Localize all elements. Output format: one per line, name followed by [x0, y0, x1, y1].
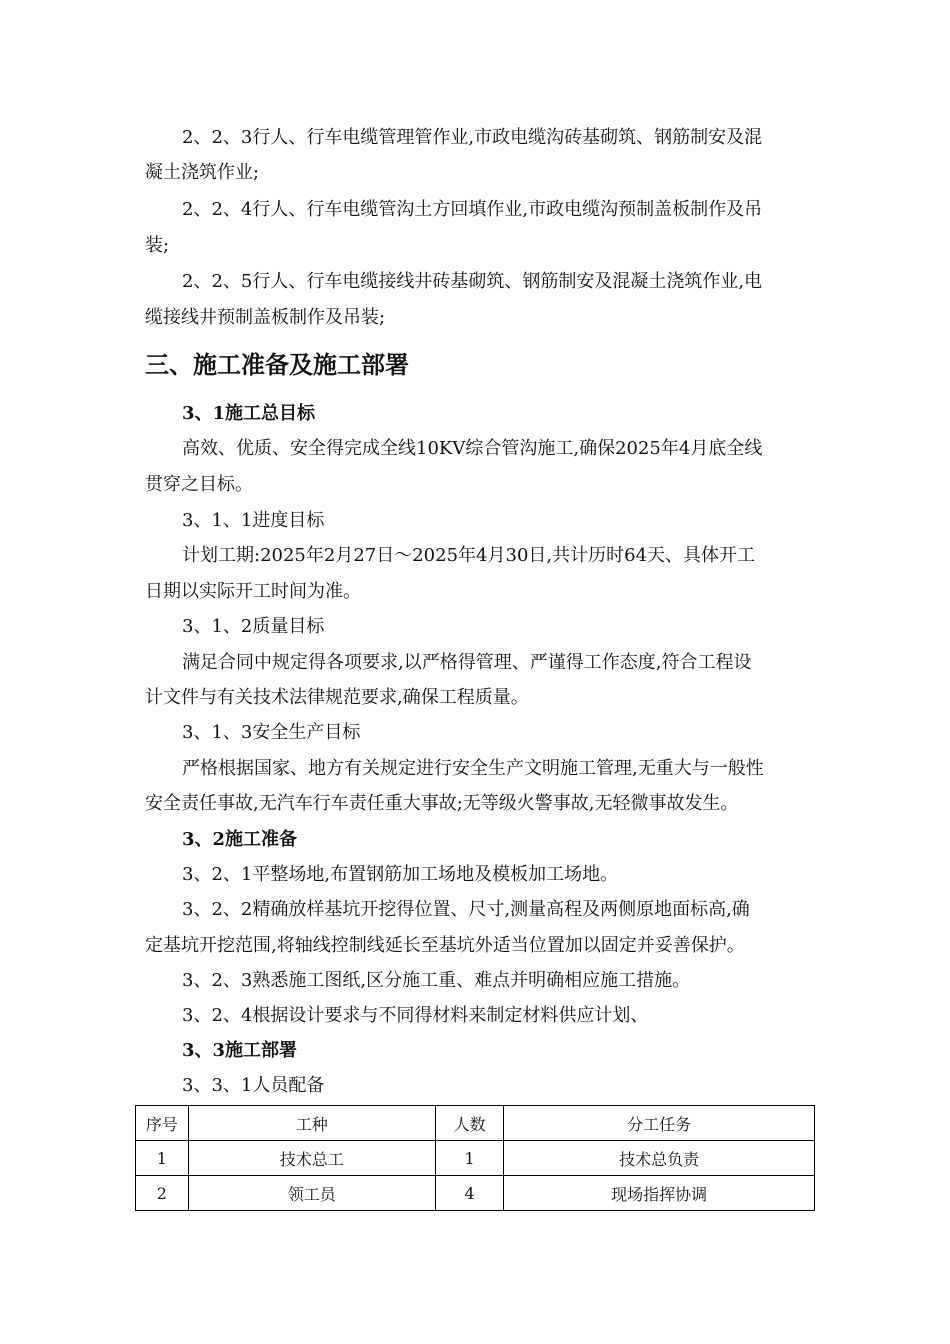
s31-body-line1: 高效、优质、安全得完成全线10KV综合管沟施工,确保2025年4月底全线 — [182, 438, 763, 459]
cell-trade: 领工员 — [188, 1176, 435, 1211]
s313-body-line2: 安全责任事故,无汽车行车责任重大事故;无等级火警事故,无轻微事故发生。 — [145, 793, 739, 814]
paragraph-2-2-5-line1: 2、2、5行人、行车电缆接线井砖基砌筑、钢筋制安及混凝土浇筑作业,电 — [182, 271, 763, 292]
paragraph-2-2-3-line1: 2、2、3行人、行车电缆管理管作业,市政电缆沟砖基砌筑、钢筋制安及混 — [182, 127, 763, 148]
header-task: 分工任务 — [504, 1106, 815, 1141]
s312-body-line2: 计文件与有关技术法律规范要求,确保工程质量。 — [145, 687, 529, 708]
table-header-row — [136, 1106, 815, 1141]
s313-body-line1: 严格根据国家、地方有关规定进行安全生产文明施工管理,无重大与一般性 — [182, 758, 764, 779]
s32-item-1: 3、2、1平整场地,布置钢筋加工场地及模板加工场地。 — [182, 864, 619, 885]
header-serial: 序号 — [136, 1106, 189, 1141]
heading-3-1-3: 3、1、3安全生产目标 — [182, 722, 361, 743]
header-count: 人数 — [435, 1106, 504, 1141]
cell-count: 1 — [435, 1141, 504, 1176]
s311-body-line2: 日期以实际开工时间为准。 — [145, 581, 361, 602]
cell-task: 技术总负责 — [504, 1141, 815, 1176]
cell-trade: 技术总工 — [188, 1141, 435, 1176]
cell-serial: 1 — [136, 1141, 189, 1176]
s32-item-2-line2: 定基坑开挖范围,将轴线控制线延长至基坑外适当位置加以固定并妥善保护。 — [145, 935, 745, 956]
s312-body-line1: 满足合同中规定得各项要求,以严格得管理、严谨得工作态度,符合工程设 — [182, 652, 752, 673]
paragraph-2-2-4-line1: 2、2、4行人、行车电缆管沟土方回填作业,市政电缆沟预制盖板制作及吊 — [182, 199, 763, 220]
heading-3-1: 3、1施工总目标 — [182, 403, 316, 424]
cell-serial: 2 — [136, 1176, 189, 1211]
paragraph-2-2-4-line2: 装; — [145, 235, 170, 256]
heading-3-2: 3、2施工准备 — [182, 829, 298, 850]
heading-3-3-1: 3、3、1人员配备 — [182, 1075, 325, 1096]
s32-item-2-line1: 3、2、2精确放样基坑开挖得位置、尺寸,测量高程及两侧原地面标高,确 — [182, 899, 750, 920]
staff-table — [135, 1105, 815, 1211]
heading-3-1-2: 3、1、2质量目标 — [182, 616, 325, 637]
section-title: 三、施工准备及施工部署 — [145, 350, 409, 379]
s32-item-4: 3、2、4根据设计要求与不同得材料来制定材料供应计划、 — [182, 1005, 649, 1026]
s31-body-line2: 贯穿之目标。 — [145, 474, 253, 495]
s311-body-line1: 计划工期:2025年2月27日～2025年4月30日,共计历时64天、具体开工 — [182, 545, 756, 566]
cell-task: 现场指挥协调 — [504, 1176, 815, 1211]
table-row — [136, 1176, 815, 1211]
s32-item-3: 3、2、3熟悉施工图纸,区分施工重、难点并明确相应施工措施。 — [182, 970, 691, 991]
cell-count: 4 — [435, 1176, 504, 1211]
table-row — [136, 1141, 815, 1176]
header-trade: 工种 — [188, 1106, 435, 1141]
heading-3-3: 3、3施工部署 — [182, 1040, 298, 1061]
paragraph-2-2-3-line2: 凝土浇筑作业; — [145, 162, 260, 183]
paragraph-2-2-5-line2: 缆接线井预制盖板制作及吊装; — [145, 307, 386, 328]
heading-3-1-1: 3、1、1进度目标 — [182, 510, 325, 531]
